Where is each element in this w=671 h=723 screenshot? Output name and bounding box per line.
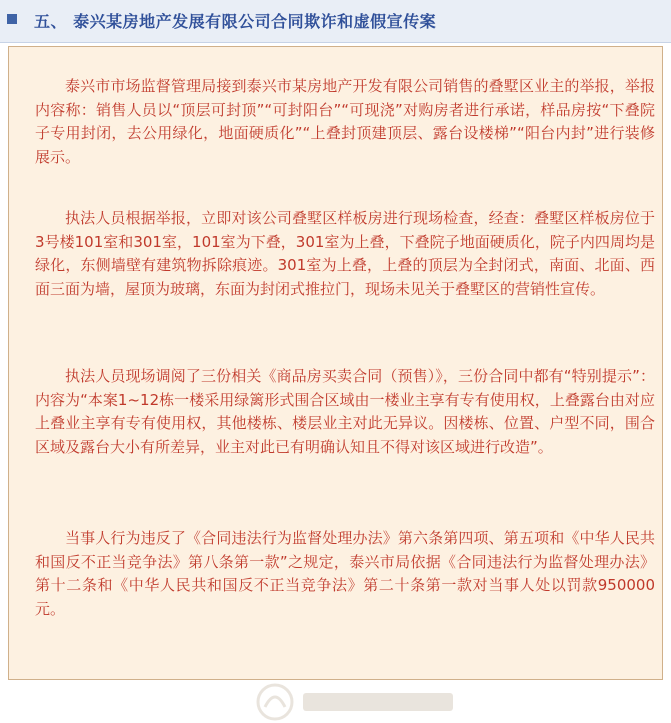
case-content-panel (8, 46, 663, 680)
section-header (0, 0, 671, 43)
section-title: 五、 泰兴某房地产发展有限公司合同欺诈和虚假宣传案 (34, 12, 437, 31)
square-bullet-icon (7, 14, 17, 24)
watermark-logo (253, 681, 463, 723)
paragraph-report: 泰兴市市场监督管理局接到泰兴市某房地产开发有限公司销售的叠墅区业主的举报，举报内容称：销售人员以“顶层可封顶”“可封阳台”“可现浇”对购房者进行承诺，样品房按“下叠院子专用封闭，去公用绿化，地面硬质化”“上叠封顶建顶层、露台设楼梯”“阳台内封”进行装修展示。 (35, 77, 655, 166)
paragraph-contract-review: 执法人员现场调阅了三份相关《商品房买卖合同（预售）》，三份合同中都有“特别提示”：内容为“本案1~12栋一楼采用绿篱形式围合区域由一楼业主享有专有使用权，上叠露台由对应上叠业主享有专有使用权，其他楼栋、楼层业主对此无异议。因楼栋、位置、户型不同，围合区域及露台大小有所差异，业主对此已有明确认知且不得对该区域进行改造”。 (35, 367, 655, 456)
paragraph-inspection: 执法人员根据举报，立即对该公司叠墅区样板房进行现场检查，经查：叠墅区样板房位于3号楼101室和301室，101室为下叠，301室为上叠，下叠院子地面硬质化，院子内四周均是绿化，东侧墙壁有建筑物拆除痕迹。301室为上叠，上叠的顶层为全封闭式，南面、北面、西面三面为墙，屋顶为玻璃，东面为封闭式推拉门，现场未见关于叠墅区的营销性宣传。 (35, 209, 655, 298)
paragraph-penalty: 当事人行为违反了《合同违法行为监督处理办法》第六条第四项、第五项和《中华人民共和国反不正当竞争法》第八条第一款”之规定，泰兴市局依据《合同违法行为监督处理办法》第十二条和《中华人民共和国反不正当竞争法》第二十条第一款对当事人处以罚款950000元。 (35, 529, 655, 618)
